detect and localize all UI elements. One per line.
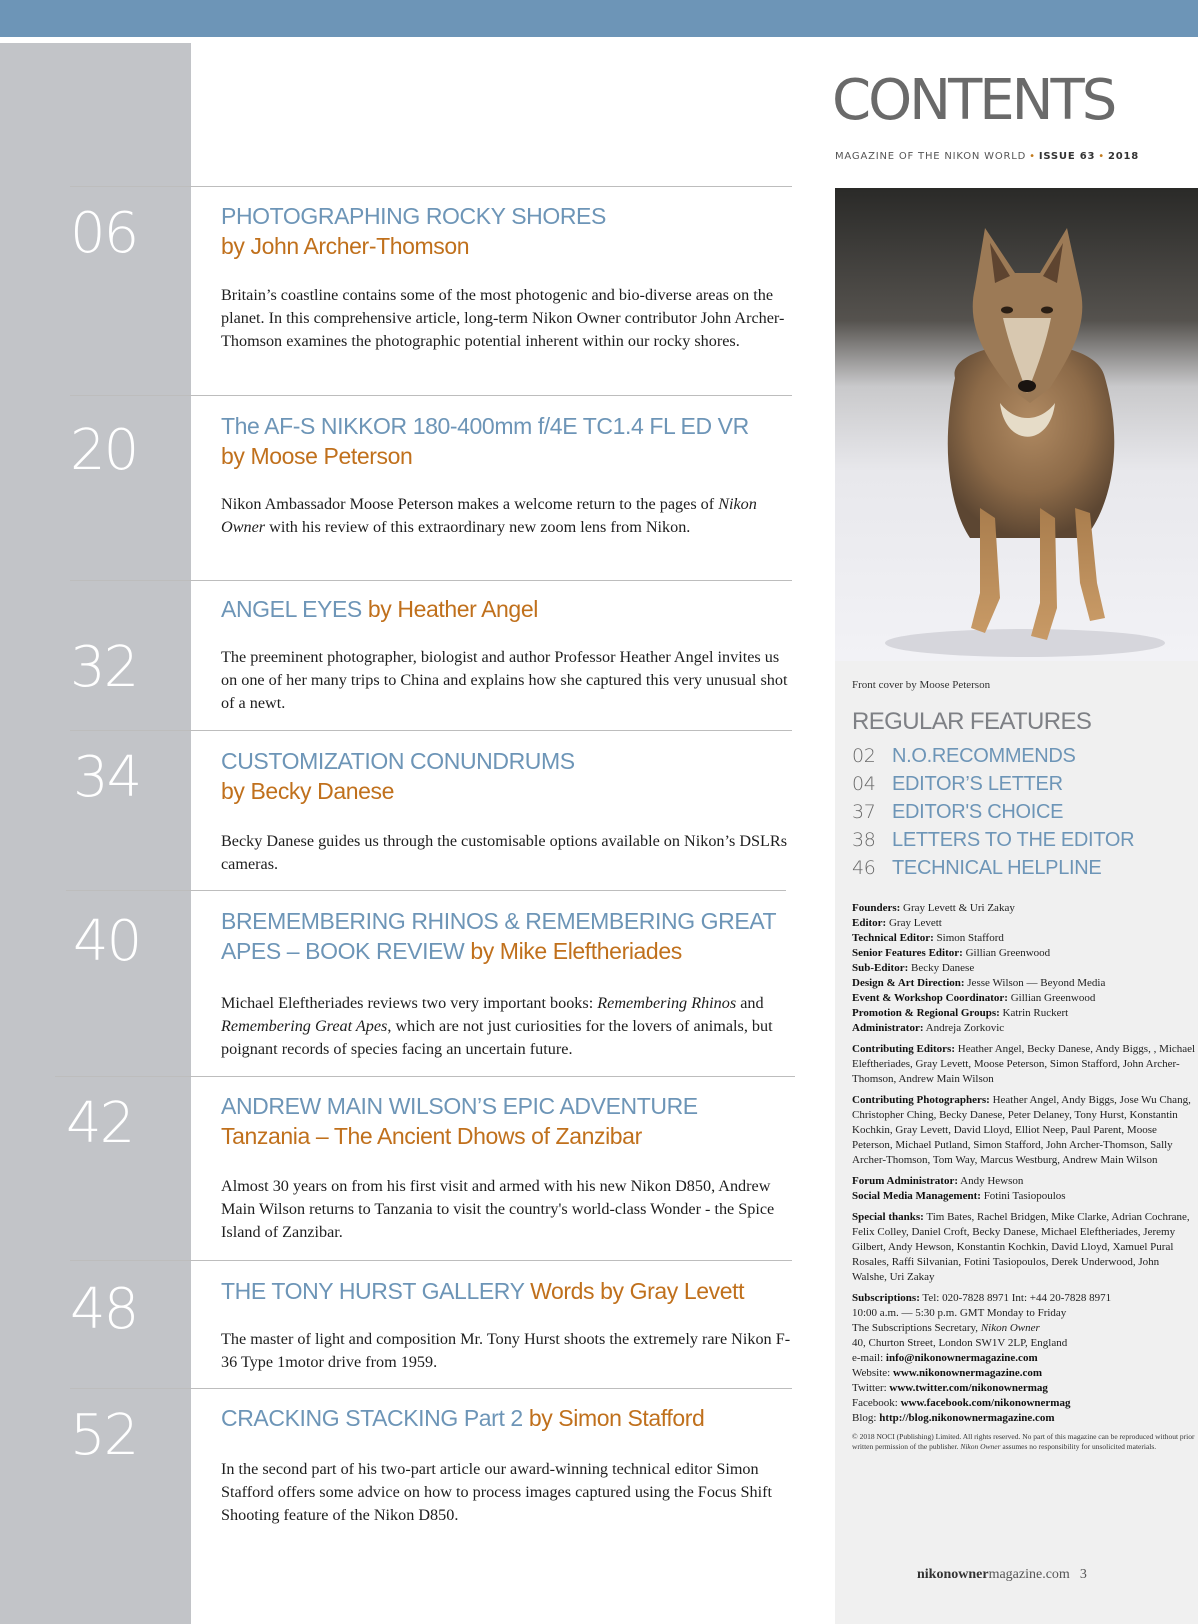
credit-line	[852, 901, 1196, 916]
facebook-link[interactable]: www.facebook.com/nikonownermag	[900, 1397, 1071, 1409]
title-byline: by Moose Peterson	[221, 443, 413, 469]
divider-line	[70, 186, 792, 187]
contributing-photographers	[852, 1093, 1196, 1168]
title-byline: by Heather Angel	[367, 596, 538, 622]
credit-key: Founders:	[852, 902, 901, 914]
credit-key: Special thanks:	[852, 1211, 924, 1223]
title-byline: by John Archer-Thomson	[221, 233, 470, 259]
page-number: 42	[66, 1091, 134, 1156]
website-line	[852, 1366, 1196, 1381]
credit-key: Twitter:	[852, 1382, 890, 1394]
article-title[interactable]	[221, 594, 796, 624]
twitter-link[interactable]: www.twitter.com/nikonownermag	[889, 1382, 1048, 1394]
contents-entry[interactable]	[0, 580, 800, 730]
credit-key: Senior Features Editor:	[852, 947, 963, 959]
masthead-subtitle	[835, 151, 1139, 162]
email-line	[852, 1351, 1196, 1366]
credit-value: Heather Angel, Becky Danese, Andy Biggs, , Michael Eleftheriades, Gray Levett, Moose Peterson, Simon Stafford, John Archer-Thomson, Andrew Main Wilson	[852, 1043, 1196, 1085]
contents-entry[interactable]	[0, 186, 800, 386]
credit-value: Jesse Wilson — Beyond Media	[964, 977, 1106, 989]
regular-feature-item[interactable]	[852, 826, 1192, 854]
page-number: 20	[70, 418, 138, 483]
credit-key: Contributing Editors:	[852, 1043, 955, 1055]
page-number: 32	[70, 635, 138, 700]
magazine-name: Nikon Owner	[980, 1322, 1040, 1334]
blog-line	[852, 1411, 1196, 1426]
credit-value: Andreja Zorkovic	[923, 1022, 1005, 1034]
summary-text: Michael Eleftheriades reviews two very important books:	[221, 994, 598, 1012]
issue-number: ISSUE 63	[1038, 151, 1096, 162]
credit-value: Simon Stafford	[933, 932, 1004, 944]
staff-block	[852, 901, 1196, 1036]
credit-line	[852, 1021, 1196, 1036]
title-main: THE TONY HURST GALLERY	[221, 1278, 525, 1304]
credit-value: The Subscriptions Secretary,	[852, 1322, 981, 1334]
credit-line: 10:00 a.m. — 5:30 p.m. GMT Monday to Friday	[852, 1307, 1067, 1319]
credit-value: Gray Levett & Uri Zakay	[900, 902, 1015, 914]
summary-text: Nikon Ambassador Moose Peterson makes a welcome return to the pages of	[221, 495, 719, 513]
article-summary: Britain’s coastline contains some of the most photogenic and bio-diverse areas on the planet. In this comprehensive article, long-term Nikon Owner contributor John Archer-Thomson examines the photographic potential inherent within our rocky shores.	[221, 286, 785, 350]
legal-text: © 2018 NOCI (Publishing) Limited. All rights reserved. No part of this magazine can be reproduced without prior written permission of the publisher.	[852, 1432, 1195, 1451]
masthead-tagline: MAGAZINE OF THE NIKON WORLD	[835, 151, 1027, 162]
credit-key: Blog:	[852, 1412, 880, 1424]
staff-credits	[852, 901, 1196, 1451]
credit-line	[852, 1291, 1196, 1306]
credit-key: Sub-Editor:	[852, 962, 909, 974]
legal-text: assumes no responsibility for unsolicited materials.	[1000, 1441, 1157, 1451]
credit-line	[852, 1189, 1196, 1204]
contributing-editors	[852, 1042, 1196, 1087]
credit-key: Event & Workshop Coordinator:	[852, 992, 1008, 1004]
title-byline: by Mike Eleftheriades	[470, 938, 682, 964]
feature-label: TECHNICAL HELPLINE	[892, 857, 1102, 879]
credit-key: Website:	[852, 1367, 893, 1379]
contents-entry[interactable]	[0, 395, 800, 575]
page-number: 48	[70, 1277, 138, 1342]
credit-key: e-mail:	[852, 1352, 886, 1364]
title-main: CRACKING STACKING Part 2	[221, 1405, 523, 1431]
credit-key: Design & Art Direction:	[852, 977, 965, 989]
feature-label: LETTERS TO THE EDITOR	[892, 829, 1135, 851]
facebook-line	[852, 1396, 1196, 1411]
magazine-name: Nikon Owner	[960, 1441, 1001, 1451]
footer-site-rest: magazine.com	[988, 1567, 1070, 1582]
credit-value: Andy Hewson	[958, 1175, 1024, 1187]
twitter-line	[852, 1381, 1196, 1396]
article-title[interactable]	[221, 411, 796, 471]
title-main: ANDREW MAIN WILSON’S EPIC ADVENTURE	[221, 1093, 698, 1119]
regular-feature-item[interactable]	[852, 854, 1192, 882]
separator-dot: •	[1029, 151, 1036, 162]
credit-value: Gillian Greenwood	[962, 947, 1051, 959]
legal-notice	[852, 1432, 1196, 1451]
regular-features-heading: REGULAR FEATURES	[852, 708, 1092, 735]
article-title[interactable]	[221, 746, 796, 806]
regular-feature-item[interactable]	[852, 770, 1192, 798]
article-title[interactable]	[221, 1403, 796, 1433]
title-main: BREMEMBERING RHINOS & REMEMBERING GREAT APES – BOOK REVIEW	[221, 908, 776, 964]
divider-line	[70, 730, 792, 731]
divider-line	[70, 580, 792, 581]
credit-key: Facebook:	[852, 1397, 901, 1409]
divider-line	[70, 1260, 792, 1261]
page-footer	[917, 1567, 1087, 1583]
blog-link[interactable]: http://blog.nikonownermagazine.com	[879, 1412, 1055, 1424]
contents-entry[interactable]	[0, 730, 800, 890]
regular-features-list	[852, 742, 1192, 882]
website-link[interactable]: www.nikonownermagazine.com	[892, 1367, 1043, 1379]
credit-value: Heather Angel, Andy Biggs, Jose Wu Chang, Christopher Ching, Becky Danese, Peter Delaney, Tony Hurst, Konstantin Kochkin, Gray Levett, David Lloyd, Elliot Neep, Paul Parent, Moose Peterson, Michael Putland, Simon Stafford, John Archer-Thomson, Sally Archer-Thomson, Tom Way, Marcus Westburg, Andrew Main Wilson	[852, 1094, 1191, 1166]
issue-year: 2018	[1107, 151, 1140, 162]
page-number: 34	[73, 745, 141, 810]
credit-key: Editor:	[852, 917, 887, 929]
article-summary: The preeminent photographer, biologist and author Professor Heather Angel invites us on one of her many trips to China and explains how she captured this very unusual shot of a newt.	[221, 648, 788, 712]
page-number: 40	[73, 909, 141, 974]
cover-photo	[835, 188, 1198, 661]
article-summary: In the second part of his two-part article our award-winning technical editor Simon Stafford offers some advice on how to process images captured using the Focus Shift Shooting feature of the Nikon D850.	[221, 1460, 773, 1524]
page-number: 52	[70, 1403, 138, 1468]
credit-value: Becky Danese	[908, 962, 975, 974]
coyote-image	[835, 188, 1198, 661]
regular-feature-item[interactable]	[852, 798, 1192, 826]
title-byline: Tanzania – The Ancient Dhows of Zanzibar	[221, 1123, 642, 1149]
footer-site-bold: nikonowner	[917, 1567, 989, 1582]
divider-line	[55, 1076, 795, 1077]
article-title[interactable]	[221, 201, 796, 261]
credit-key: Contributing Photographers:	[852, 1094, 990, 1106]
title-main: The AF-S NIKKOR 180-400mm f/4E TC1.4 FL ED VR	[221, 413, 749, 439]
credit-key: Social Media Management:	[852, 1190, 981, 1202]
feature-page-number: 38	[852, 829, 876, 851]
feature-page-number: 02	[852, 745, 876, 767]
credit-key: Subscriptions:	[852, 1292, 920, 1304]
credit-line	[852, 961, 1196, 976]
feature-label: EDITOR'S CHOICE	[892, 801, 1064, 823]
divider-line	[70, 1388, 792, 1389]
subscriptions	[852, 1291, 1196, 1426]
credit-line	[852, 1174, 1196, 1189]
article-title[interactable]	[221, 906, 796, 966]
title-byline: by Simon Stafford	[528, 1405, 705, 1431]
forum-social	[852, 1174, 1196, 1204]
book-title: Remembering Rhinos	[597, 994, 737, 1012]
footer-page-number: 3	[1079, 1567, 1087, 1582]
feature-page-number: 04	[852, 773, 876, 795]
article-summary: Almost 30 years on from his first visit and armed with his new Nikon D850, Andrew Main Wilson returns to Tanzania to visit the country's world-class Wonder - the Spice Island of Zanzibar.	[221, 1177, 775, 1241]
masthead-title: CONTENTS	[832, 68, 1115, 133]
feature-label: EDITOR’S LETTER	[892, 773, 1063, 795]
title-main: ANGEL EYES	[221, 596, 362, 622]
credit-value: Tel: 020-7828 8971 Int: +44 20-7828 8971	[919, 1292, 1112, 1304]
contents-entry[interactable]	[0, 1260, 800, 1385]
feature-label: N.O.RECOMMENDS	[892, 745, 1076, 767]
book-title: Remembering Great Apes	[221, 1017, 388, 1035]
special-thanks	[852, 1210, 1196, 1285]
credit-value: Tim Bates, Rachel Bridgen, Mike Clarke, Adrian Cochrane, Felix Colley, Daniel Croft, Becky Danese, Michael Eleftheriades, Jeremy Gilbert, Andy Hewson, Konstantin Kochkin, David Lloyd, Xamuel Pural Rosales, Raffi Silvanian, Fotini Tasiopoulos, Derek Underwood, John Walshe, Uri Zakay	[852, 1211, 1190, 1283]
regular-feature-item[interactable]	[852, 742, 1192, 770]
credit-value: Gillian Greenwood	[1007, 992, 1096, 1004]
title-byline: by Becky Danese	[221, 778, 394, 804]
credit-key: Promotion & Regional Groups:	[852, 1007, 1000, 1019]
article-summary	[221, 493, 796, 539]
credit-line	[852, 1321, 1196, 1336]
cover-caption: Front cover by Moose Peterson	[852, 679, 991, 691]
contents-entry[interactable]	[0, 1388, 800, 1538]
credit-line	[852, 931, 1196, 946]
email-link[interactable]: info@nikonownermagazine.com	[885, 1352, 1038, 1364]
credit-line	[852, 976, 1196, 991]
credit-line: 40, Churton Street, London SW1V 2LP, England	[852, 1337, 1068, 1349]
credit-value: Fotini Tasiopoulos	[980, 1190, 1066, 1202]
credit-key: Technical Editor:	[852, 932, 934, 944]
credit-line	[852, 991, 1196, 1006]
credit-key: Administrator:	[852, 1022, 924, 1034]
article-summary: Becky Danese guides us through the customisable options available on Nikon’s DSLRs cameras.	[221, 832, 788, 873]
separator-dot: •	[1098, 151, 1105, 162]
divider-line	[70, 395, 792, 396]
credit-line	[852, 1006, 1196, 1021]
credit-line	[852, 916, 1196, 931]
summary-text: , which are not just curiosities for the lovers of animals, but poignant records of species facing an uncertain future.	[221, 1017, 773, 1058]
page-number: 06	[70, 201, 138, 266]
title-main: CUSTOMIZATION CONUNDRUMS	[221, 748, 575, 774]
magazine-name: Nikon Owner	[221, 495, 757, 536]
title-main: PHOTOGRAPHING ROCKY SHORES	[221, 203, 606, 229]
article-summary	[221, 992, 796, 1061]
feature-page-number: 46	[852, 857, 876, 879]
summary-text: and	[736, 994, 764, 1012]
contents-entry[interactable]	[0, 890, 800, 1075]
top-color-bar	[0, 0, 1198, 37]
credit-value: Katrin Ruckert	[999, 1007, 1069, 1019]
divider-line	[66, 890, 786, 891]
title-byline: Words by Gray Levett	[530, 1278, 745, 1304]
feature-page-number: 37	[852, 801, 876, 823]
article-title[interactable]	[221, 1091, 796, 1151]
contents-entry[interactable]	[0, 1076, 800, 1261]
summary-text: with his review of this extraordinary new zoom lens from Nikon.	[265, 518, 691, 536]
article-title[interactable]	[221, 1276, 796, 1306]
article-summary: The master of light and composition Mr. Tony Hurst shoots the extremely rare Nikon F-36 Type 1motor drive from 1959.	[221, 1330, 791, 1371]
credit-line	[852, 946, 1196, 961]
credit-value: Gray Levett	[886, 917, 942, 929]
credit-key: Forum Administrator:	[852, 1175, 959, 1187]
